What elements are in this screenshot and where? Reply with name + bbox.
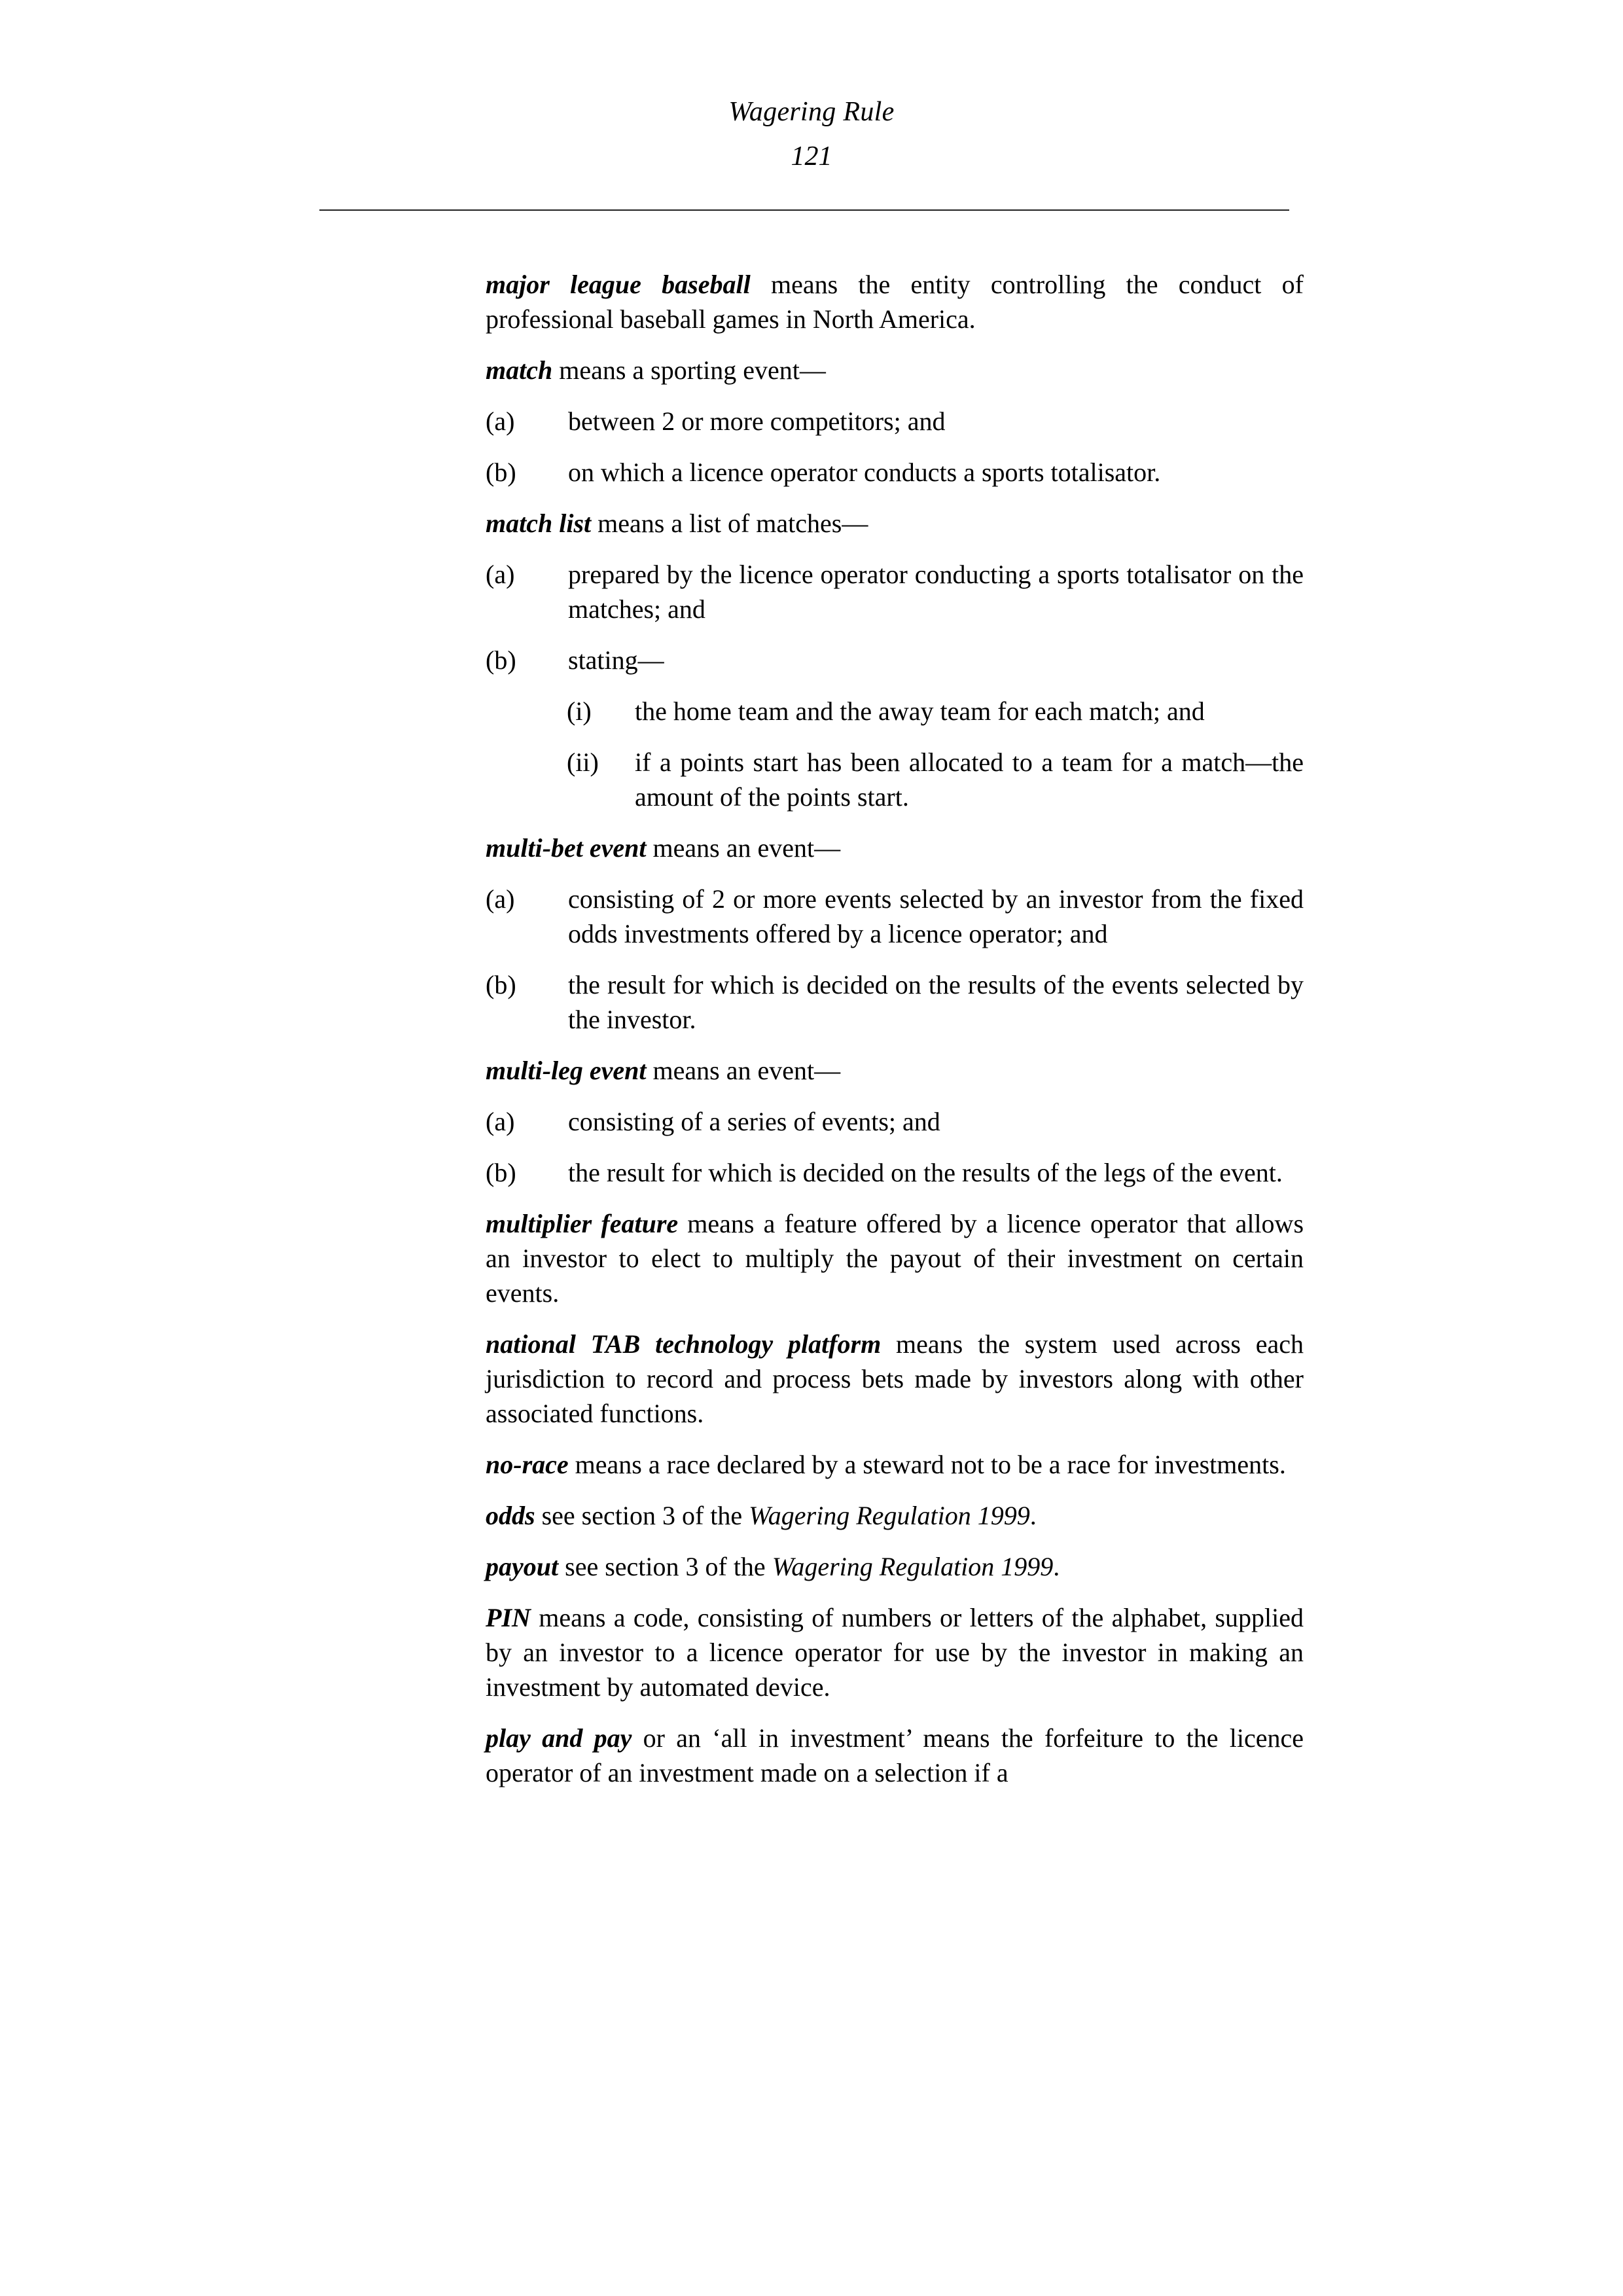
cited-regulation: Wagering Regulation 1999 (772, 1552, 1054, 1581)
defined-term: national TAB technology platform (486, 1329, 882, 1359)
defined-term: multiplier feature (486, 1209, 679, 1238)
defined-term: match (486, 355, 553, 385)
list-marker: (b) (486, 1158, 516, 1187)
definition-entry-payout (486, 1549, 1304, 1584)
definition-text: means a feature offered by a licence operator that allows an investor to elect to multiply the payout of their investment on certain events. (486, 1209, 1304, 1308)
definition-entry-odds (486, 1498, 1304, 1533)
defined-term: odds (486, 1501, 535, 1530)
cited-regulation: Wagering Regulation 1999 (749, 1501, 1030, 1530)
list-item-text: between 2 or more competitors; and (568, 406, 946, 436)
definitions-body (486, 267, 1304, 1806)
definition-entry-multiplier-feature (486, 1206, 1304, 1310)
definition-entry-play-and-pay (486, 1721, 1304, 1790)
definition-text: means a race declared by a steward not to be a race for investments. (568, 1450, 1286, 1479)
lettered-list-item-b (486, 643, 1304, 677)
definition-text: or an ‘all in investment’ means the forfeiture to the licence operator of an investment made on a selection if a (486, 1723, 1304, 1787)
lettered-list-item-b (486, 967, 1304, 1037)
defined-term: major league baseball (486, 270, 751, 299)
lettered-list-item-a (486, 557, 1304, 626)
definition-text-tail: . (1029, 1501, 1037, 1530)
roman-list-item-i (567, 694, 1304, 728)
header-title: Wagering Rule (728, 97, 895, 127)
lettered-list-item-b (486, 455, 1304, 490)
list-marker: (a) (486, 884, 515, 914)
lettered-list-item-a (486, 1104, 1304, 1139)
list-item-text: on which a licence operator conducts a sports totalisator. (568, 457, 1161, 487)
defined-term: match list (486, 509, 592, 538)
definition-text: see section 3 of the (558, 1552, 772, 1581)
defined-term: PIN (486, 1603, 531, 1632)
list-item-text: consisting of 2 or more events selected by an investor from the fixed odds investments offered by a licence operator; and (568, 884, 1304, 948)
defined-term: play and pay (486, 1723, 632, 1753)
definition-text: means an event— (646, 833, 841, 863)
definition-entry-major-league-baseball (486, 267, 1304, 336)
list-marker: (ii) (567, 747, 599, 777)
roman-list-item-ii (567, 745, 1304, 814)
definition-text: means a list of matches— (591, 509, 868, 538)
definition-text: means a sporting event— (552, 355, 826, 385)
list-marker: (i) (567, 696, 592, 726)
lettered-list-item-b (486, 1155, 1304, 1190)
definition-text: see section 3 of the (535, 1501, 749, 1530)
list-item-text: consisting of a series of events; and (568, 1107, 940, 1136)
definition-entry-match (486, 353, 1304, 387)
list-item-text: the home team and the away team for each match; and (635, 696, 1205, 726)
definition-text: means a code, consisting of numbers or letters of the alphabet, supplied by an investor to a licence operator for use by the investor in making an investment by automated device. (486, 1603, 1304, 1702)
definition-entry-no-race (486, 1447, 1304, 1482)
lettered-list-item-a (486, 882, 1304, 951)
list-marker: (a) (486, 1107, 515, 1136)
list-item-text: the result for which is decided on the results of the legs of the event. (568, 1158, 1283, 1187)
list-item-text: the result for which is decided on the results of the events selected by the investor. (568, 970, 1304, 1034)
definition-entry-multi-leg-event (486, 1053, 1304, 1088)
list-item-text: if a points start has been allocated to a team for a match—the amount of the points start. (635, 747, 1304, 812)
defined-term: multi-bet event (486, 833, 647, 863)
defined-term: multi-leg event (486, 1056, 647, 1085)
defined-term: no-race (486, 1450, 569, 1479)
running-header (0, 98, 1623, 170)
list-item-text: prepared by the licence operator conducting a sports totalisator on the matches; and (568, 560, 1304, 624)
definition-entry-national-tab-technology-platform (486, 1327, 1304, 1431)
definition-entry-pin (486, 1600, 1304, 1704)
definition-text: means the system used across each jurisdiction to record and process bets made by investors along with other associated functions. (486, 1329, 1304, 1428)
definition-text: means the entity controlling the conduct of professional baseball games in North America. (486, 270, 1304, 334)
definition-text: means an event— (646, 1056, 841, 1085)
list-item-text: stating— (568, 645, 664, 675)
list-marker: (b) (486, 457, 516, 487)
definition-text-tail: . (1053, 1552, 1060, 1581)
definition-entry-match-list (486, 506, 1304, 541)
list-marker: (a) (486, 560, 515, 589)
list-marker: (b) (486, 645, 516, 675)
header-divider-rule (319, 209, 1289, 211)
defined-term: payout (486, 1552, 559, 1581)
definition-entry-multi-bet-event (486, 831, 1304, 865)
list-marker: (b) (486, 970, 516, 999)
lettered-list-item-a (486, 404, 1304, 439)
page-number: 121 (791, 141, 832, 171)
list-marker: (a) (486, 406, 515, 436)
